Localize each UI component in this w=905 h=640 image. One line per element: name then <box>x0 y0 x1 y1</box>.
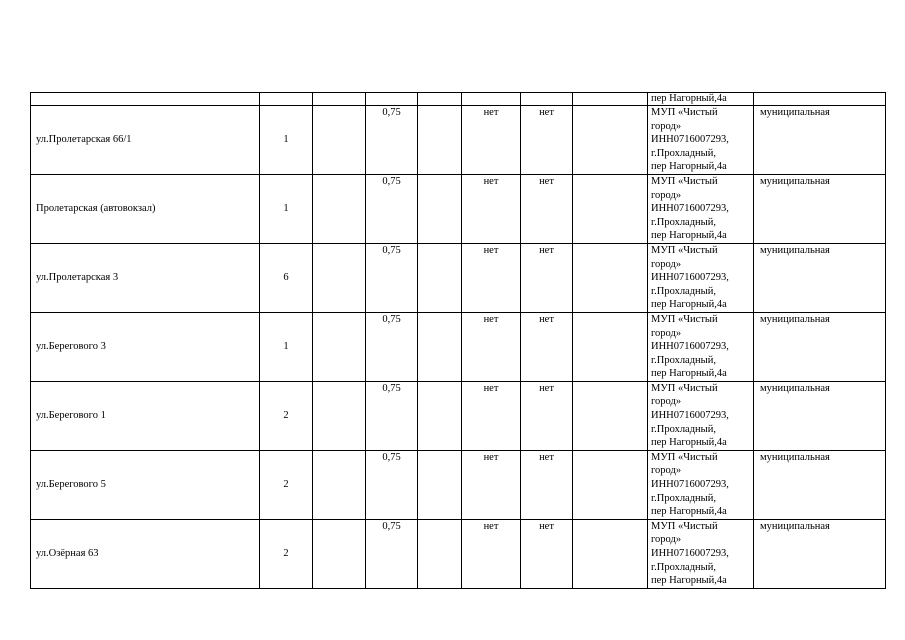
organization-line: г.Прохладный, <box>651 147 716 159</box>
organization-line: ИНН0716007293, <box>651 410 729 422</box>
table-row <box>31 243 886 312</box>
organization-line: г.Прохладный, <box>651 285 716 297</box>
cell-ownership: муниципальная <box>754 243 886 312</box>
cell-organization <box>648 243 754 312</box>
cell-organization <box>648 450 754 519</box>
cell-container-count: 2 <box>260 519 313 588</box>
cell-flag-b: нет <box>521 312 573 381</box>
cell-empty <box>313 93 366 106</box>
cell-empty <box>573 381 648 450</box>
cell-address: ул.Пролетарская 66/1 <box>31 106 260 175</box>
cell-empty <box>418 450 462 519</box>
cell-empty <box>573 106 648 175</box>
cell-empty <box>573 174 648 243</box>
organization-line: пер Нагорный,4а <box>651 230 727 242</box>
cell-address: ул.Озёрная 63 <box>31 519 260 588</box>
cell-empty <box>418 106 462 175</box>
cell-organization <box>648 312 754 381</box>
cell-empty <box>313 243 366 312</box>
cell-empty <box>418 519 462 588</box>
cell-address: Пролетарская (автовокзал) <box>31 174 260 243</box>
cell-container-count: 6 <box>260 243 313 312</box>
organization-line: пер Нагорный,4а <box>651 161 727 173</box>
organization-line: МУП «Чистый <box>651 382 718 394</box>
organization-line: пер Нагорный,4а <box>651 575 727 587</box>
cell-empty <box>313 519 366 588</box>
cell-empty <box>573 312 648 381</box>
cell-ownership: муниципальная <box>754 450 886 519</box>
table-row <box>31 519 886 588</box>
cell-container-count: 2 <box>260 450 313 519</box>
cell-ownership: муниципальная <box>754 519 886 588</box>
cell-organization <box>648 519 754 588</box>
cell-empty <box>313 450 366 519</box>
table-row <box>31 312 886 381</box>
organization-line: г.Прохладный, <box>651 492 716 504</box>
organization-line: МУП «Чистый <box>651 244 718 256</box>
organization-line: город» <box>651 327 682 339</box>
organization-line: пер Нагорный,4а <box>651 506 727 518</box>
organization-line: пер Нагорный,4а <box>651 437 727 449</box>
cell-volume: 0,75 <box>366 381 418 450</box>
cell-empty <box>573 450 648 519</box>
cell-empty <box>313 174 366 243</box>
cell-volume: 0,75 <box>366 243 418 312</box>
cell-organization-tail: пер Нагорный,4а <box>648 93 754 106</box>
cell-address: ул.Берегового 1 <box>31 381 260 450</box>
cell-container-count: 1 <box>260 174 313 243</box>
table-row-continuation <box>31 93 886 106</box>
cell-flag-b: нет <box>521 106 573 175</box>
cell-ownership: муниципальная <box>754 312 886 381</box>
cell-flag-a: нет <box>462 450 521 519</box>
organization-line: пер Нагорный,4а <box>651 299 727 311</box>
cell-volume: 0,75 <box>366 450 418 519</box>
cell-volume: 0,75 <box>366 312 418 381</box>
cell-address: ул.Пролетарская 3 <box>31 243 260 312</box>
cell-empty <box>521 93 573 106</box>
cell-container-count: 1 <box>260 312 313 381</box>
organization-line: город» <box>651 534 682 546</box>
cell-ownership: муниципальная <box>754 174 886 243</box>
table-row <box>31 381 886 450</box>
cell-flag-a: нет <box>462 174 521 243</box>
organization-line: ИНН0716007293, <box>651 479 729 491</box>
cell-flag-b: нет <box>521 381 573 450</box>
cell-empty <box>418 381 462 450</box>
cell-volume: 0,75 <box>366 519 418 588</box>
cell-empty <box>754 93 886 106</box>
cell-flag-b: нет <box>521 174 573 243</box>
cell-address: ул.Берегового 3 <box>31 312 260 381</box>
cell-flag-a: нет <box>462 381 521 450</box>
cell-empty <box>366 93 418 106</box>
cell-address: ул.Берегового 5 <box>31 450 260 519</box>
organization-line: МУП «Чистый <box>651 313 718 325</box>
cell-ownership: муниципальная <box>754 381 886 450</box>
cell-container-count: 2 <box>260 381 313 450</box>
organization-line: г.Прохладный, <box>651 561 716 573</box>
organization-line: г.Прохладный, <box>651 354 716 366</box>
cell-empty <box>462 93 521 106</box>
table-row <box>31 450 886 519</box>
organization-line: г.Прохладный, <box>651 216 716 228</box>
cell-flag-b: нет <box>521 450 573 519</box>
cell-flag-a: нет <box>462 243 521 312</box>
cell-volume: 0,75 <box>366 174 418 243</box>
table-row <box>31 174 886 243</box>
cell-flag-a: нет <box>462 312 521 381</box>
cell-empty <box>573 243 648 312</box>
cell-empty <box>313 106 366 175</box>
organization-line: МУП «Чистый <box>651 520 718 532</box>
organization-line: МУП «Чистый <box>651 175 718 187</box>
cell-empty <box>418 312 462 381</box>
cell-empty <box>573 519 648 588</box>
table-row <box>31 106 886 175</box>
cell-empty <box>418 174 462 243</box>
organization-line: город» <box>651 258 682 270</box>
cell-empty <box>418 93 462 106</box>
cell-empty <box>31 93 260 106</box>
cell-empty <box>313 381 366 450</box>
organization-line: пер Нагорный,4а <box>651 368 727 380</box>
organization-line: ИНН0716007293, <box>651 272 729 284</box>
cell-flag-a: нет <box>462 519 521 588</box>
organization-line: МУП «Чистый <box>651 107 718 118</box>
cell-ownership: муниципальная <box>754 106 886 175</box>
cell-empty <box>418 243 462 312</box>
cell-flag-a: нет <box>462 106 521 175</box>
organization-line: МУП «Чистый <box>651 451 718 463</box>
cell-organization <box>648 381 754 450</box>
organization-line: город» <box>651 396 682 408</box>
table-body <box>31 93 886 589</box>
organization-line: ИНН0716007293, <box>651 134 729 146</box>
organization-line: город» <box>651 465 682 477</box>
organization-line: город» <box>651 189 682 201</box>
organization-line: г.Прохладный, <box>651 423 716 435</box>
cell-flag-b: нет <box>521 243 573 312</box>
cell-empty <box>573 93 648 106</box>
cell-container-count: 1 <box>260 106 313 175</box>
organization-line: город» <box>651 120 682 132</box>
cell-flag-b: нет <box>521 519 573 588</box>
cell-organization <box>648 174 754 243</box>
organization-line: ИНН0716007293, <box>651 341 729 353</box>
cell-organization <box>648 106 754 175</box>
organization-line: ИНН0716007293, <box>651 203 729 215</box>
cell-volume: 0,75 <box>366 106 418 175</box>
cell-empty <box>313 312 366 381</box>
container-sites-table <box>30 92 886 589</box>
organization-line: ИНН0716007293, <box>651 548 729 559</box>
cell-empty <box>260 93 313 106</box>
